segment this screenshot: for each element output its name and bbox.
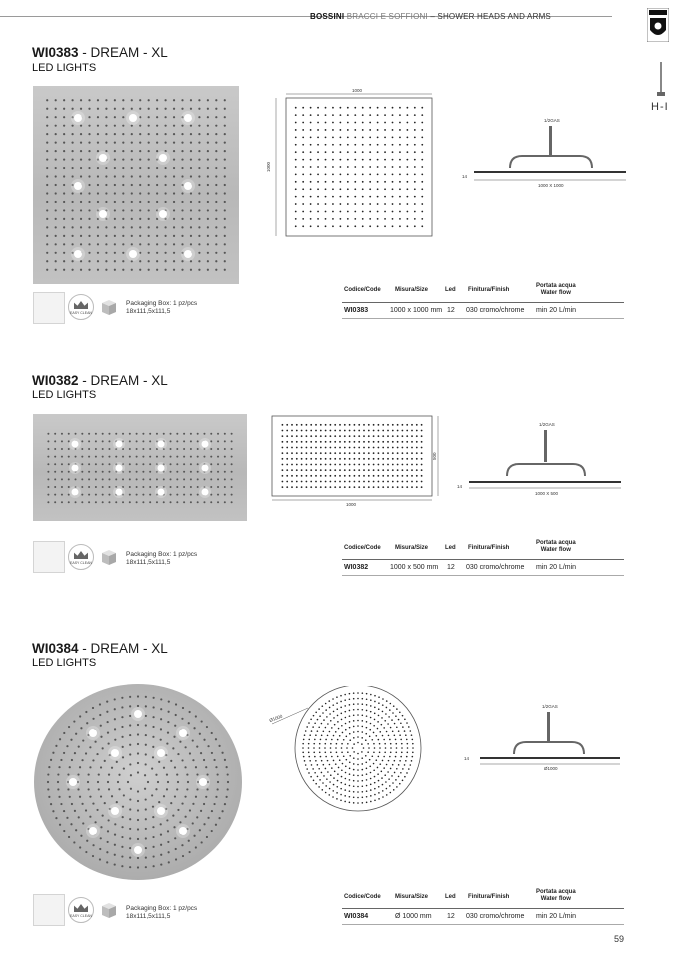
row-size: 1000 x 500 mm	[390, 564, 439, 571]
technical-drawing-front	[266, 86, 438, 244]
row-finish: 030 cromo/chrome	[466, 913, 525, 920]
row-flow: min 20 L/min	[536, 564, 577, 571]
technical-drawing-side	[460, 702, 636, 774]
side-height-label: 14	[457, 484, 463, 489]
table-header-led: Led	[445, 545, 456, 551]
table-header-led: Led	[445, 287, 456, 293]
row-flow: min 20 L/min	[536, 307, 577, 314]
side-size-label: 1000 X 1000	[538, 183, 564, 188]
table-header-finish: Finitura/Finish	[468, 894, 510, 900]
dimension-width: 1000	[346, 502, 357, 507]
dimension-diameter: Ø1000	[268, 713, 284, 723]
product-subtitle: LED LIGHTS	[32, 657, 97, 669]
product-name: - DREAM - XL	[78, 641, 168, 656]
packaging-quantity: Packaging Box: 1 pz/pcs	[126, 905, 198, 912]
shower-arm-icon	[657, 62, 665, 100]
packaging-dimensions: 18x111,5x111,5	[126, 308, 171, 315]
product-title	[32, 641, 168, 656]
packaging-quantity: Packaging Box: 1 pz/pcs	[126, 300, 198, 307]
technical-drawing-side	[460, 118, 636, 194]
row-code: WI0384	[344, 913, 369, 920]
packaging-dimensions: 18x111,5x111,5	[126, 913, 171, 920]
technical-drawing-front	[266, 412, 442, 508]
product-title	[32, 45, 168, 60]
packaging-info	[126, 905, 197, 921]
shower-head-photo	[33, 414, 247, 521]
product-subtitle: LED LIGHTS	[32, 389, 97, 401]
table-header-flow: Portata acqua Water flow	[536, 283, 576, 296]
table-header-flow: Portata acqua Water flow	[536, 889, 576, 902]
dimension-width: 1000	[352, 88, 363, 93]
packaging-box-icon	[100, 298, 118, 316]
shower-head-photo	[33, 683, 243, 881]
table-header-finish: Finitura/Finish	[468, 287, 510, 293]
product-subtitle: LED LIGHTS	[32, 62, 97, 74]
side-height-label: 14	[462, 174, 468, 179]
row-size: 1000 x 1000 mm	[390, 307, 443, 314]
packaging-dimensions: 18x111,5x111,5	[126, 559, 171, 566]
easy-clean-badge: EASY CLEAN	[68, 897, 94, 923]
header-breadcrumb	[310, 12, 551, 21]
bossini-logo	[647, 8, 669, 42]
header-brand: BOSSINI	[310, 12, 345, 21]
easy-clean-badge: EASY CLEAN	[68, 544, 94, 570]
row-finish: 030 cromo/chrome	[466, 307, 525, 314]
header-separator: –	[427, 12, 438, 21]
product-code: WI0384	[32, 641, 79, 656]
technical-drawing-front	[268, 686, 438, 812]
table-header-flow: Portata acqua Water flow	[536, 540, 576, 553]
header-category: BRACCI E SOFFIONI	[346, 12, 428, 21]
page-number: 59	[614, 934, 625, 944]
side-connection-label: 1/2GAS	[544, 118, 560, 123]
section-code: H-I	[651, 101, 669, 113]
product-photo	[33, 86, 239, 284]
side-size-label: 1000 X 500	[535, 491, 559, 496]
table-header-size: Misura/Size	[395, 894, 429, 900]
packaging-box-icon	[100, 548, 118, 566]
dimension-height: 1000	[266, 161, 271, 172]
packaging-info	[126, 300, 197, 316]
row-flow: min 20 L/min	[536, 913, 577, 920]
side-connection-label: 1/2GAS	[539, 422, 555, 427]
side-height-label: 14	[464, 756, 470, 761]
table-header-led: Led	[445, 894, 456, 900]
table-header-code: Codice/Code	[344, 287, 381, 293]
product-name: - DREAM - XL	[78, 373, 168, 388]
product-code: WI0383	[32, 45, 79, 60]
product-photo	[33, 414, 247, 521]
packaging-grid-icon	[33, 541, 65, 573]
row-code: WI0382	[344, 564, 369, 571]
technical-drawing-side	[455, 420, 631, 500]
table-header-code: Codice/Code	[344, 545, 381, 551]
dimension-height: 500	[432, 452, 437, 460]
packaging-grid-icon	[33, 292, 65, 324]
table-rule-bottom	[342, 575, 624, 576]
packaging-box-icon	[100, 901, 118, 919]
table-rule-bottom	[342, 318, 624, 319]
table-rule	[342, 908, 624, 909]
side-size-label: Ø1000	[544, 766, 558, 771]
easy-clean-badge: EASY CLEAN	[68, 294, 94, 320]
packaging-quantity: Packaging Box: 1 pz/pcs	[126, 551, 198, 558]
side-connection-label: 1/2GAS	[542, 704, 558, 709]
row-code: WI0383	[344, 307, 369, 314]
packaging-info	[126, 551, 197, 567]
header-subcategory: SHOWER HEADS AND ARMS	[437, 12, 551, 21]
table-header-size: Misura/Size	[395, 545, 429, 551]
product-code: WI0382	[32, 373, 79, 388]
row-led: 12	[447, 307, 455, 314]
product-name: - DREAM - XL	[78, 45, 168, 60]
shower-head-photo	[33, 86, 239, 284]
row-size: Ø 1000 mm	[395, 913, 432, 920]
table-header-code: Codice/Code	[344, 894, 381, 900]
table-rule-bottom	[342, 924, 624, 925]
table-header-finish: Finitura/Finish	[468, 545, 510, 551]
row-finish: 030 cromo/chrome	[466, 564, 525, 571]
table-header-size: Misura/Size	[395, 287, 429, 293]
table-rule	[342, 302, 624, 303]
product-title	[32, 373, 168, 388]
row-led: 12	[447, 913, 455, 920]
table-rule	[342, 559, 624, 560]
row-led: 12	[447, 564, 455, 571]
packaging-grid-icon	[33, 894, 65, 926]
